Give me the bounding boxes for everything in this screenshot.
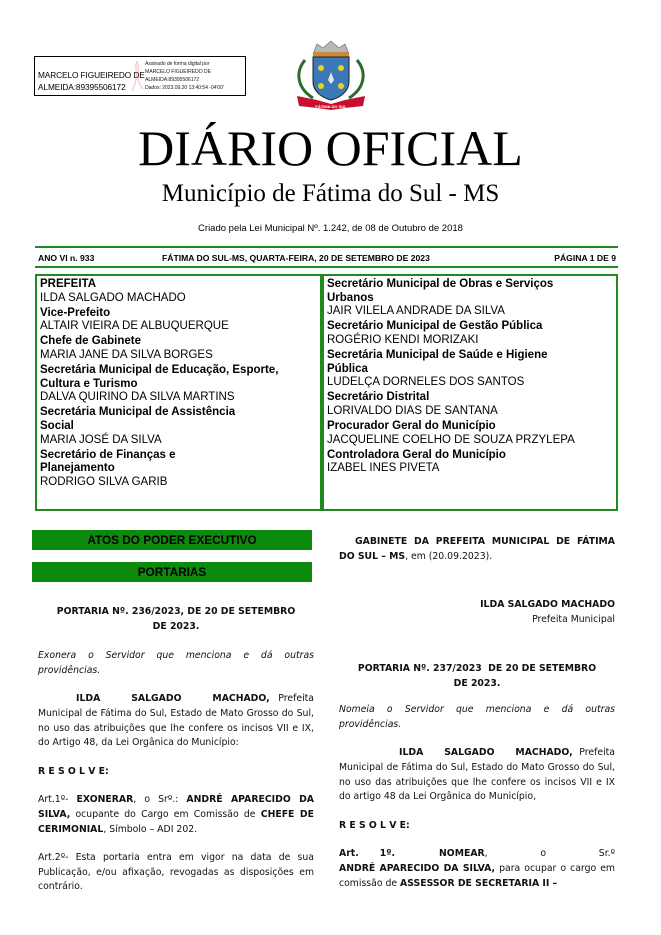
- official-name: LORIVALDO DIAS DE SANTANA: [327, 404, 498, 417]
- portaria-237-resolve: R E S O L V E:: [339, 819, 410, 831]
- official-name: ILDA SALGADO MACHADO: [40, 291, 186, 304]
- portaria-237-summary: Nomeia o Servidor que menciona e dá outras providências.: [339, 704, 615, 730]
- official-name: LUDELÇA DORNELES DOS SANTOS: [327, 376, 525, 389]
- title-line: PORTARIA Nº. 237/2023 DE 20 DE SETEMBRO: [357, 663, 597, 674]
- digital-signature-box[interactable]: [34, 56, 246, 96]
- portaria-236-resolve: R E S O L V E:: [38, 765, 109, 777]
- portaria-237: [339, 662, 615, 891]
- officials-box-left: [35, 274, 322, 511]
- section-portarias: PORTARIAS: [32, 562, 312, 582]
- signature-detail-line: ALMEIDA:89395506172: [145, 77, 200, 83]
- article-person: ANDRÉ APARECIDO DA SILVA,: [339, 862, 496, 874]
- title-line: PORTARIA Nº. 236/2023, DE 20 DE SETEMBRO: [56, 606, 296, 617]
- portaria-236: [38, 605, 314, 895]
- official-entry: [40, 449, 315, 490]
- svg-text:FÁTIMA DO SUL: FÁTIMA DO SUL: [315, 104, 347, 109]
- gabinete-date: , em (20.09.2023).: [405, 550, 493, 562]
- official-role: Chefe de Gabinete: [40, 335, 141, 348]
- official-entry: [40, 406, 315, 447]
- closing-block: [339, 535, 615, 627]
- newspaper-title: DIÁRIO OFICIAL: [138, 120, 523, 176]
- official-role: Procurador Geral do Município: [327, 419, 496, 432]
- official-name: RODRIGO SILVA GARIB: [40, 475, 168, 488]
- signer-name: [38, 69, 145, 93]
- dateline: FÁTIMA DO SUL-MS, QUARTA-FEIRA, 20 DE SETEMBRO DE 2023: [162, 253, 430, 263]
- article-text: , o Sr.º: [484, 848, 615, 860]
- official-role: Secretária Municipal de Assistência Social: [40, 406, 236, 432]
- article-text: , Símbolo – ADI 202.: [103, 823, 198, 835]
- officials-list-right: [327, 278, 612, 477]
- article-verb: NOMEAR: [439, 848, 485, 860]
- preamble-text: Prefeita Municipal de Fátima do Sul, Estado do Mato Grosso do Sul, no uso das atribuições que lhe confere os incisos VII e IX do artigo 48 da Lei Orgânica do Município,: [339, 747, 615, 803]
- portaria-236-title: [38, 605, 314, 634]
- edition-number: ANO VI n. 933: [38, 253, 95, 263]
- article-person: ANDRÉ APARECIDO DA SILVA,: [38, 794, 315, 820]
- article-verb: EXONERAR: [76, 794, 134, 806]
- gabinete-line: [339, 535, 615, 564]
- signer-name: ILDA SALGADO MACHADO: [480, 599, 615, 611]
- edition-band: [38, 251, 616, 265]
- official-entry: [327, 420, 612, 447]
- official-entry: [40, 278, 315, 305]
- official-role: PREFEITA: [40, 278, 97, 290]
- title-line: DE 2023.: [152, 620, 200, 632]
- portaria-237-art1: [339, 847, 615, 891]
- official-role: Secretário Distrital: [327, 391, 430, 404]
- signer-name-line1: MARCELO FIGUEIREDO DE: [38, 70, 145, 80]
- official-name: IZABEL INES PIVETA: [327, 462, 440, 475]
- official-name: MARIA JOSÉ DA SILVA: [40, 433, 162, 446]
- official-name: DALVA QUIRINO DA SILVA MARTINS: [40, 391, 235, 404]
- header-rule-bottom: [35, 266, 618, 268]
- portaria-237-preamble: [339, 746, 615, 804]
- official-entry: [40, 307, 315, 334]
- article-role: CHEFE DE CERIMONIAL: [38, 808, 314, 835]
- official-role: Vice-Prefeito: [40, 306, 111, 319]
- official-entry: [327, 320, 612, 347]
- officials-list-left: [40, 278, 315, 491]
- official-role: Secretário Municipal de Gestão Pública: [327, 320, 543, 333]
- signer-title: Prefeita Municipal: [532, 613, 615, 625]
- article-prefix: Art. 1º.: [339, 848, 396, 860]
- municipal-coat-of-arms-icon: [287, 38, 375, 114]
- header-rule-top: [35, 246, 618, 248]
- section-executive-acts: ATOS DO PODER EXECUTIVO: [32, 530, 312, 550]
- portaria-236-art2: Art.2º- Esta portaria entra em vigor na data de sua Publicação, e/ou afixação, revogadas as disposições em contrário.: [38, 852, 314, 893]
- gabinete-name: GABINETE DA PREFEITA MUNICIPAL DE FÁTIMA DO SUL – MS: [339, 536, 615, 562]
- official-role: Secretária Municipal de Educação, Esporte, Cultura e Turismo: [40, 364, 279, 390]
- signature-detail-line: Dados: 2023.09.20 13:40:54 -04'00': [145, 85, 224, 91]
- signature-detail-line: MARCELO FIGUEIREDO DE: [145, 69, 211, 75]
- portaria-236-summary: Exonera o Servidor que menciona e dá outras providências.: [38, 650, 314, 676]
- official-entry: [327, 349, 612, 390]
- official-role: Secretário Municipal de Obras e Serviços Urbanos: [327, 278, 554, 304]
- official-name: ALTAIR VIEIRA DE ALBUQUERQUE: [40, 320, 229, 333]
- newspaper-subtitle: Município de Fátima do Sul - MS: [161, 180, 500, 207]
- signer-name-line2: ALMEIDA:89395506172: [38, 82, 126, 92]
- signature-detail-line: Assinado de forma digital por: [145, 61, 210, 67]
- page-indicator: PÁGINA 1 DE 9: [554, 253, 616, 263]
- title-line: DE 2023.: [453, 677, 501, 689]
- article-text: ocupante do Cargo em Comissão de: [70, 808, 261, 820]
- preamble-text: Prefeita Municipal de Fátima do Sul, Estado de Mato Grosso do Sul, no uso das atribuições que lhe confere os incisos VII e IX, do Artigo 48, da Lei Orgânica do Município:: [38, 693, 314, 749]
- official-role: Secretário de Finanças e Planejamento: [40, 448, 176, 475]
- preamble-name: ILDA SALGADO MACHADO,: [399, 747, 573, 759]
- article-role: ASSESSOR DE SECRETARIA II –: [400, 877, 558, 889]
- portaria-237-title: [339, 662, 615, 691]
- officials-box-right: [322, 274, 618, 511]
- signature-details: [145, 60, 224, 92]
- official-entry: [327, 278, 612, 319]
- official-name: JACQUELINE COELHO DE SOUZA PRZYLEPA: [327, 433, 575, 446]
- portaria-236-preamble: [38, 692, 314, 750]
- article-prefix: Art.1º-: [38, 794, 77, 806]
- official-name: JAIR VILELA ANDRADE DA SILVA: [327, 305, 505, 318]
- article-text: , o Srº.:: [133, 794, 187, 806]
- preamble-name: ILDA SALGADO MACHADO,: [76, 693, 270, 705]
- official-name: ROGÉRIO KENDI MORIZAKI: [327, 333, 479, 346]
- portaria-236-art1: [38, 793, 314, 837]
- pdf-signature-mark-icon: [130, 59, 144, 93]
- official-entry: [40, 364, 315, 405]
- article-text: para ocupar o cargo em comissão de: [339, 862, 615, 889]
- official-role: Controladora Geral do Município: [327, 448, 506, 461]
- creation-law-note: Criado pela Lei Municipal Nº. 1.242, de 08 de Outubro de 2018: [198, 223, 463, 234]
- official-entry: [40, 335, 315, 362]
- official-entry: [327, 391, 612, 418]
- official-role: Secretária Municipal de Saúde e Higiene Pública: [327, 348, 548, 375]
- official-entry: [327, 449, 612, 476]
- official-name: MARIA JANE DA SILVA BORGES: [40, 348, 213, 361]
